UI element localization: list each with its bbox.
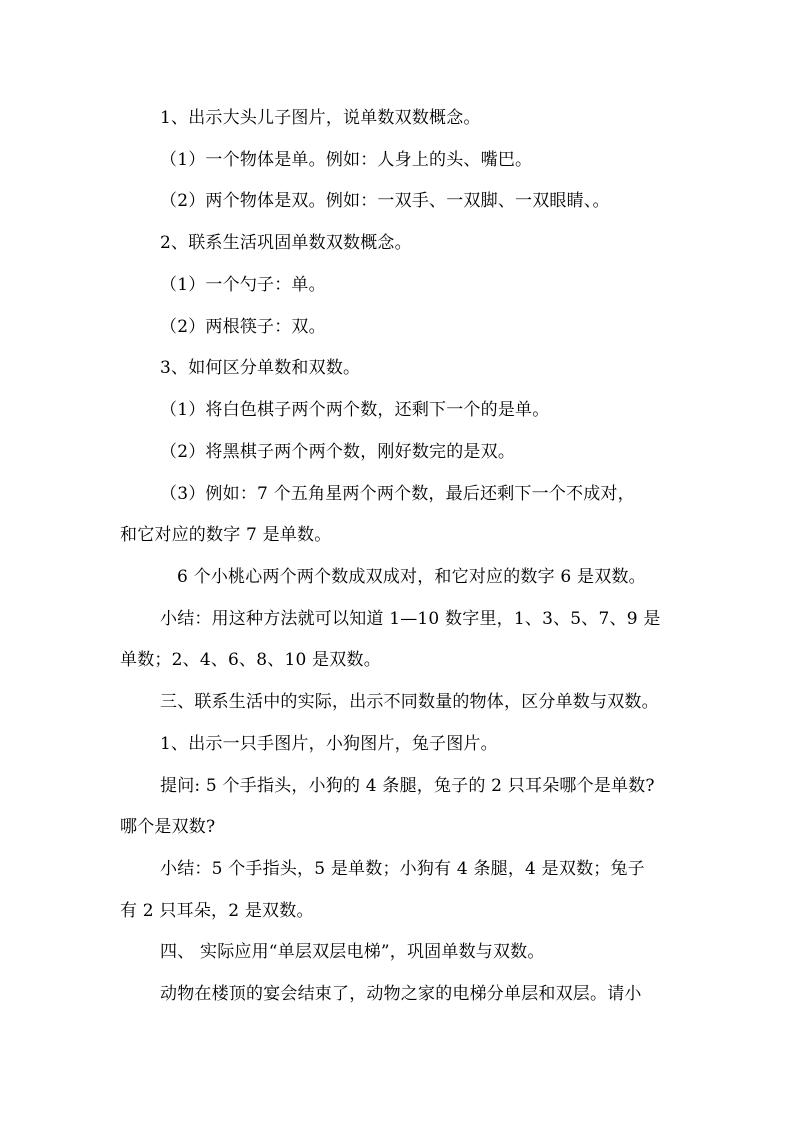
text-line-1: 1、出示大头儿子图片，说单数双数概念。 bbox=[160, 108, 481, 128]
text-line-22: 动物在楼顶的宴会结束了，动物之家的电梯分单层和双层。请小 bbox=[160, 984, 642, 1004]
text-line-13: 小结：用这种方法就可以知道 1—10 数字里，1、3、5、7、9 是 bbox=[160, 609, 661, 629]
text-line-8: （1）将白色棋子两个两个数，还剩下一个的是单。 bbox=[160, 400, 550, 420]
text-line-15: 三、联系生活中的实际，出示不同数量的物体，区分单数与双数。 bbox=[160, 692, 659, 712]
text-line-5: （1）一个勺子：单。 bbox=[160, 275, 326, 295]
text-line-16: 1、出示一只手图片，小狗图片，兔子图片。 bbox=[160, 734, 498, 754]
text-line-9: （2）将黑棋子两个两个数，刚好数完的是双。 bbox=[160, 442, 516, 462]
text-line-3: （2）两个物体是双。例如：一双手、一双脚、一双眼睛、。 bbox=[160, 191, 610, 211]
text-line-19: 小结：5 个手指头，5 是单数；小狗有 4 条腿，4 是双数；兔子 bbox=[160, 859, 645, 879]
text-line-21: 四、 实际应用“单层双层电梯”，巩固单数与双数。 bbox=[160, 942, 545, 962]
text-line-18: 哪个是双数? bbox=[120, 817, 216, 837]
text-line-17: 提问: 5 个手指头，小狗的 4 条腿，兔子的 2 只耳朵哪个是单数? bbox=[160, 776, 655, 796]
text-line-4: 2、联系生活巩固单数双数概念。 bbox=[160, 233, 412, 253]
text-line-6: （2）两根筷子：双。 bbox=[160, 317, 326, 337]
text-line-7: 3、如何区分单数和双数。 bbox=[160, 358, 361, 378]
text-line-20: 有 2 只耳朵，2 是双数。 bbox=[120, 901, 314, 921]
text-line-14: 单数；2、4、6、8、10 是双数。 bbox=[120, 650, 381, 670]
text-line-11: 和它对应的数字 7 是单数。 bbox=[120, 525, 332, 545]
text-line-10: （3）例如：7 个五角星两个两个数，最后还剩下一个不成对， bbox=[160, 484, 635, 504]
text-line-12: 6 个小桃心两个两个数成双成对，和它对应的数字 6 是双数。 bbox=[177, 567, 646, 587]
text-line-2: （1）一个物体是单。例如：人身上的头、嘴巴。 bbox=[160, 150, 533, 170]
